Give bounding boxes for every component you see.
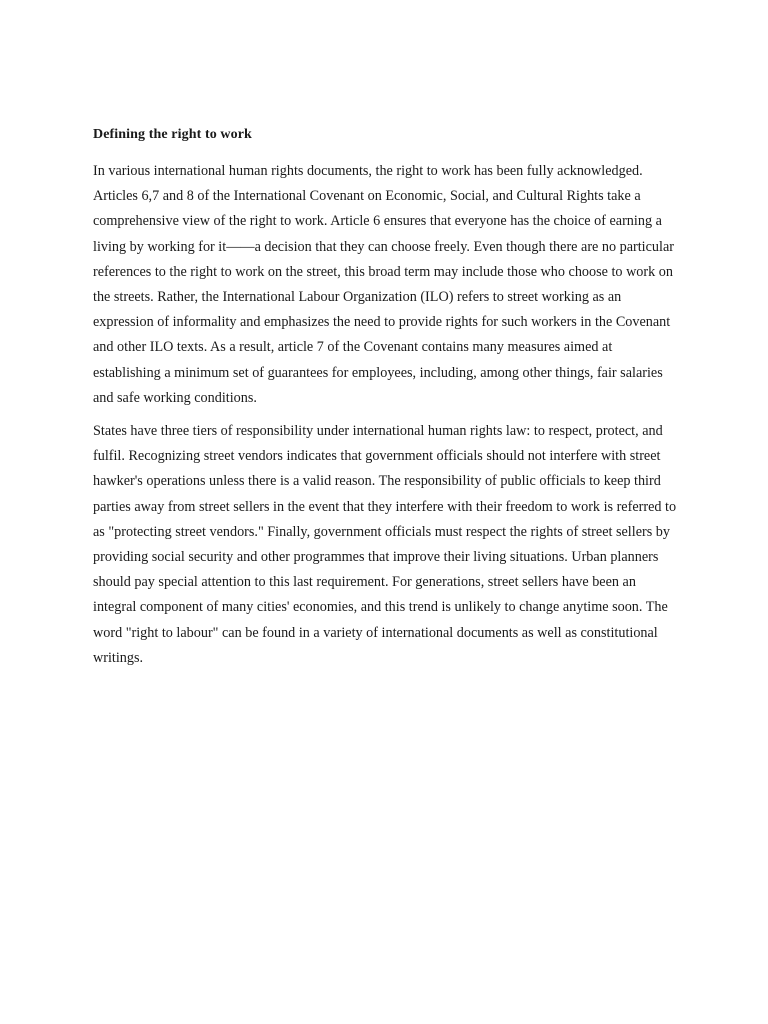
paragraph-state-responsibilities: States have three tiers of responsibility under international human rights law: to respect, protect, and fulfil. Recognizing street vendors indicates that government officials should not interfere with street hawker's operations unless there is a valid reason. The responsibility of public officials to keep third parties away from street sellers in the event that they interfere with their freedom to work is referred to as "protecting street vendors." Finally, government officials must respect the rights of street sellers by providing social security and other programmes that improve their living situations. Urban planners should pay special attention to this last requirement. For generations, street sellers have been an integral component of many cities' economies, and this trend is unlikely to change anytime soon. The word "right to labour" can be found in a variety of international documents as well as constitutional writings. (93, 423, 677, 666)
document-body (93, 124, 677, 679)
paragraph-right-to-work: In various international human rights documents, the right to work has been fully acknowledged. Articles 6,7 and 8 of the International Covenant on Economic, Social, and Cultural Rights take a comprehensive view of the right to work. Article 6 ensures that everyone has the choice of earning a living by working for it——a decision that they can choose freely. Even though there are no particular references to the right to work on the street, this broad term may include those who choose to work on the streets. Rather, the International Labour Organization (ILO) refers to street working as an expression of informality and emphasizes the need to provide rights for such workers in the Covenant and other ILO texts. As a result, article 7 of the Covenant contains many measures aimed at establishing a minimum set of guarantees for employees, including, among other things, fair salaries and safe working conditions. (93, 163, 674, 406)
section-heading: Defining the right to work (93, 127, 252, 142)
